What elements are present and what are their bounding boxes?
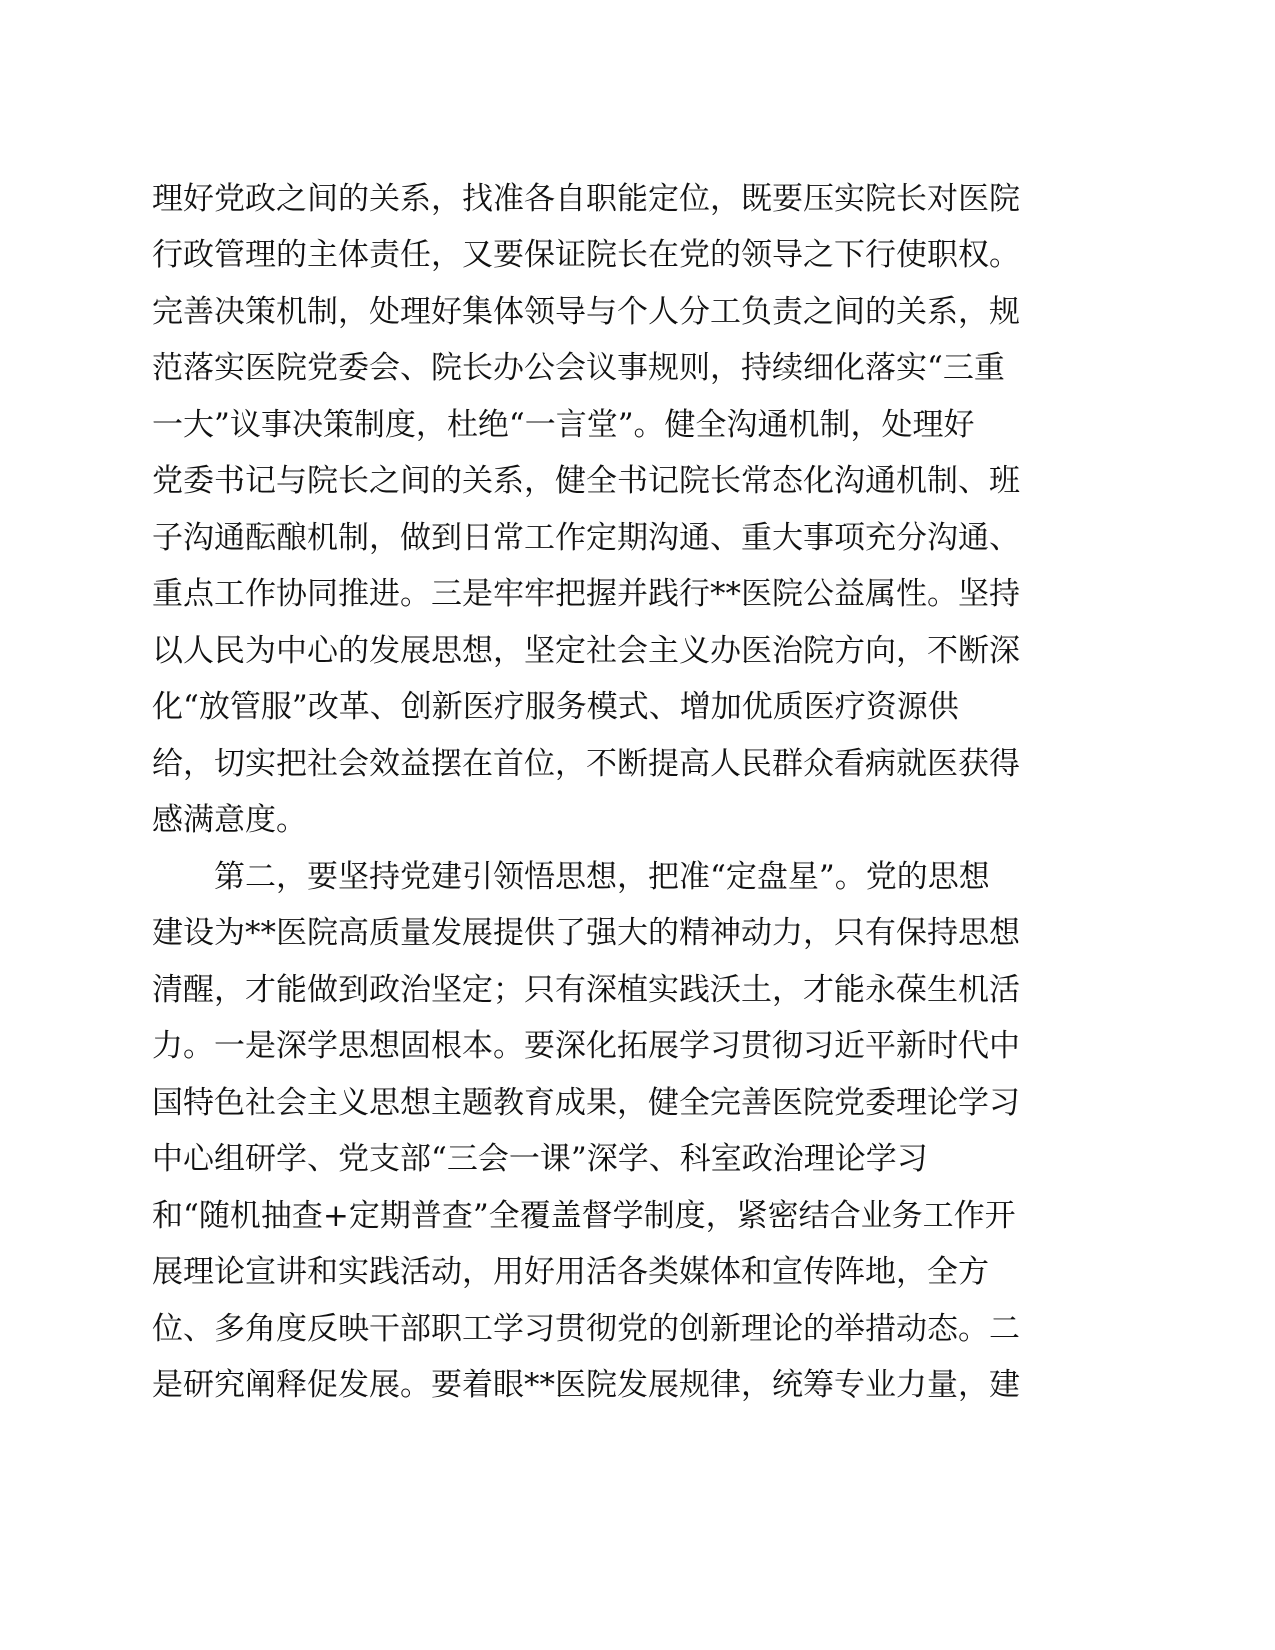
body-text-line: 展理论宣讲和实践活动，用好用活各类媒体和宣传阵地，全方 <box>152 1254 989 1290</box>
body-text-line: 化“放管服”改革、创新医疗服务模式、增加优质医疗资源供 <box>152 689 959 725</box>
body-text-line: 给，切实把社会效益摆在首位，不断提高人民群众看病就医获得 <box>152 746 1020 782</box>
body-text-line: 理好党政之间的关系，找准各自职能定位，既要压实院长对医院 <box>152 181 1020 217</box>
body-text-line: 国特色社会主义思想主题教育成果，健全完善医院党委理论学习 <box>152 1085 1020 1121</box>
body-text-line: 位、多角度反映干部职工学习贯彻党的创新理论的举措动态。二 <box>152 1311 1020 1347</box>
body-text-line: 感满意度。 <box>152 802 307 838</box>
body-text-line: 建设为**医院高质量发展提供了强大的精神动力，只有保持思想 <box>152 915 1020 951</box>
body-text-line: 清醒，才能做到政治坚定；只有深植实践沃土，才能永葆生机活 <box>152 972 1020 1008</box>
body-text-line: 以人民为中心的发展思想，坚定社会主义办医治院方向，不断深 <box>152 633 1020 669</box>
body-text-line: 是研究阐释促发展。要着眼**医院发展规律，统筹专业力量，建 <box>152 1367 1020 1403</box>
body-text-line: 中心组研学、党支部“三会一课”深学、科室政治理论学习 <box>152 1141 928 1177</box>
body-text-line: 重点工作协同推进。三是牢牢把握并践行**医院公益属性。坚持 <box>152 576 1020 612</box>
body-text-line: 子沟通酝酿机制，做到日常工作定期沟通、重大事项充分沟通、 <box>152 520 1020 556</box>
body-text-line: 一大”议事决策制度，杜绝“一言堂”。健全沟通机制，处理好 <box>152 407 975 443</box>
body-text-line: 党委书记与院长之间的关系，健全书记院长常态化沟通机制、班 <box>152 463 1020 499</box>
body-text-line: 行政管理的主体责任，又要保证院长在党的领导之下行使职权。 <box>152 237 1020 273</box>
body-text-line: 范落实医院党委会、院长办公会议事规则，持续细化落实“三重 <box>152 350 1005 386</box>
body-text-line: 完善决策机制，处理好集体领导与个人分工负责之间的关系，规 <box>152 294 1020 330</box>
paragraph-start-line: 第二，要坚持党建引领悟思想，把准“定盘星”。党的思想 <box>152 859 990 895</box>
body-text-line: 和“随机抽查+定期普查”全覆盖督学制度，紧密结合业务工作开 <box>152 1198 1016 1234</box>
body-text-line: 力。一是深学思想固根本。要深化拓展学习贯彻习近平新时代中 <box>152 1028 1020 1064</box>
